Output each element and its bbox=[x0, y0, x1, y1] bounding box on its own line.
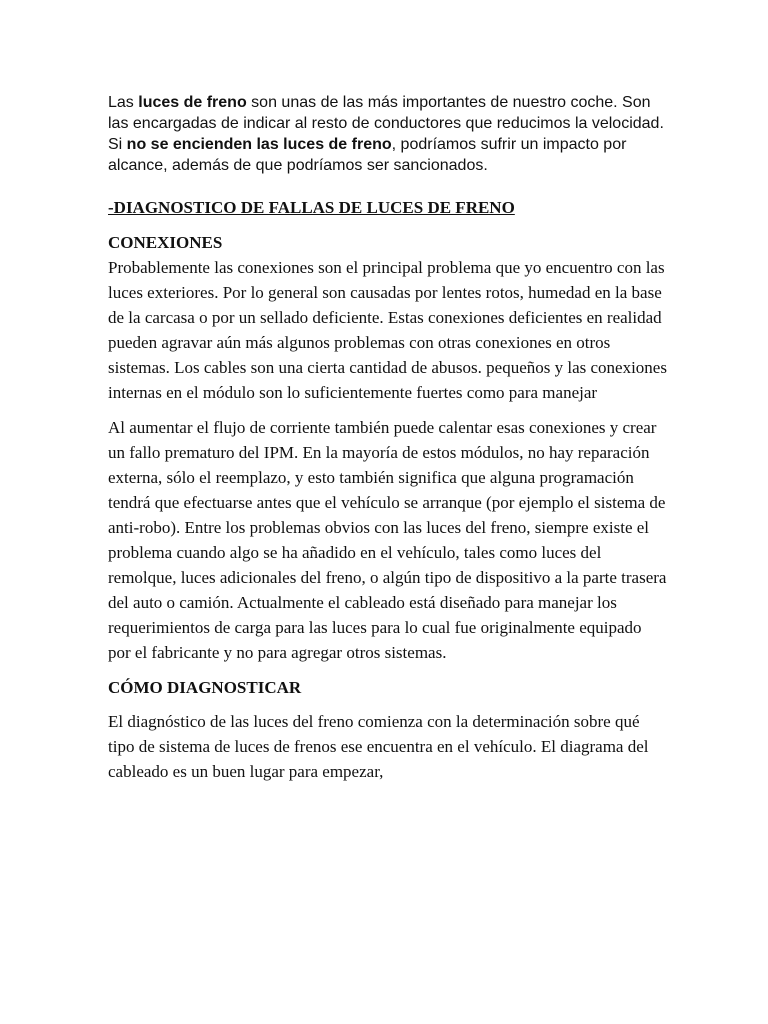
intro-text-3: , podríamos sufrir un impacto por alcance, además de que podríamos ser sancionados. bbox=[108, 136, 627, 174]
conexiones-paragraph-2: Al aumentar el flujo de corriente también puede calentar esas conexiones y crear un fallo prematuro del IPM. En la mayoría de estos módulos, no hay reparación externa, sólo el reemplazo, y esto también significa que alguna programación tendrá que efectuarse antes que el vehículo se arranque (por ejemplo el sistema de anti-robo). Entre los problemas obvios con las luces del freno, siempre existe el problema cuando algo se ha añadido en el vehículo, tales como luces del remolque, luces adicionales del freno, o algún tipo de dispositivo a la parte trasera del auto o camión. Actualmente el cableado está diseñado para manejar los requerimientos de carga para las luces para lo cual fue originalmente equipado por el fabricante y no para agregar otros sistemas. bbox=[108, 418, 667, 662]
conexiones-heading: CONEXIONES bbox=[108, 233, 223, 252]
conexiones-paragraph-1: Probablemente las conexiones son el principal problema que yo encuentro con las luces exteriores. Por lo general son causadas por lentes rotos, humedad en la base de la carcasa o por un sellado deficiente. Estas conexiones deficientes en realidad pueden agravar aún más algunos problemas con otras conexiones en otros sistemas. Los cables son una cierta cantidad de abusos. pequeños y las conexiones internas en el módulo son lo suficientemente fuertes como para manejar bbox=[108, 258, 667, 402]
intro-text-2: son unas de las más importantes de nuestro coche. Son las encargadas de indicar al resto de conductores que reducimos la velocidad. Si bbox=[108, 94, 664, 153]
intro-paragraph bbox=[108, 92, 668, 176]
diagnosticar-heading: CÓMO DIAGNOSTICAR bbox=[108, 678, 302, 697]
diagnosticar-paragraph-1: El diagnóstico de las luces del freno comienza con la determinación sobre qué tipo de sistema de luces de frenos ese encuentra en el vehículo. El diagrama del cableado es un buen lugar para empezar, bbox=[108, 712, 649, 781]
document-body bbox=[108, 92, 668, 794]
intro-bold-1: luces de freno bbox=[138, 94, 247, 111]
intro-bold-2: no se encienden las luces de freno bbox=[126, 136, 392, 153]
section-title: -DIAGNOSTICO DE FALLAS DE LUCES DE FRENO bbox=[108, 198, 515, 217]
intro-text-1: Las bbox=[108, 94, 139, 111]
